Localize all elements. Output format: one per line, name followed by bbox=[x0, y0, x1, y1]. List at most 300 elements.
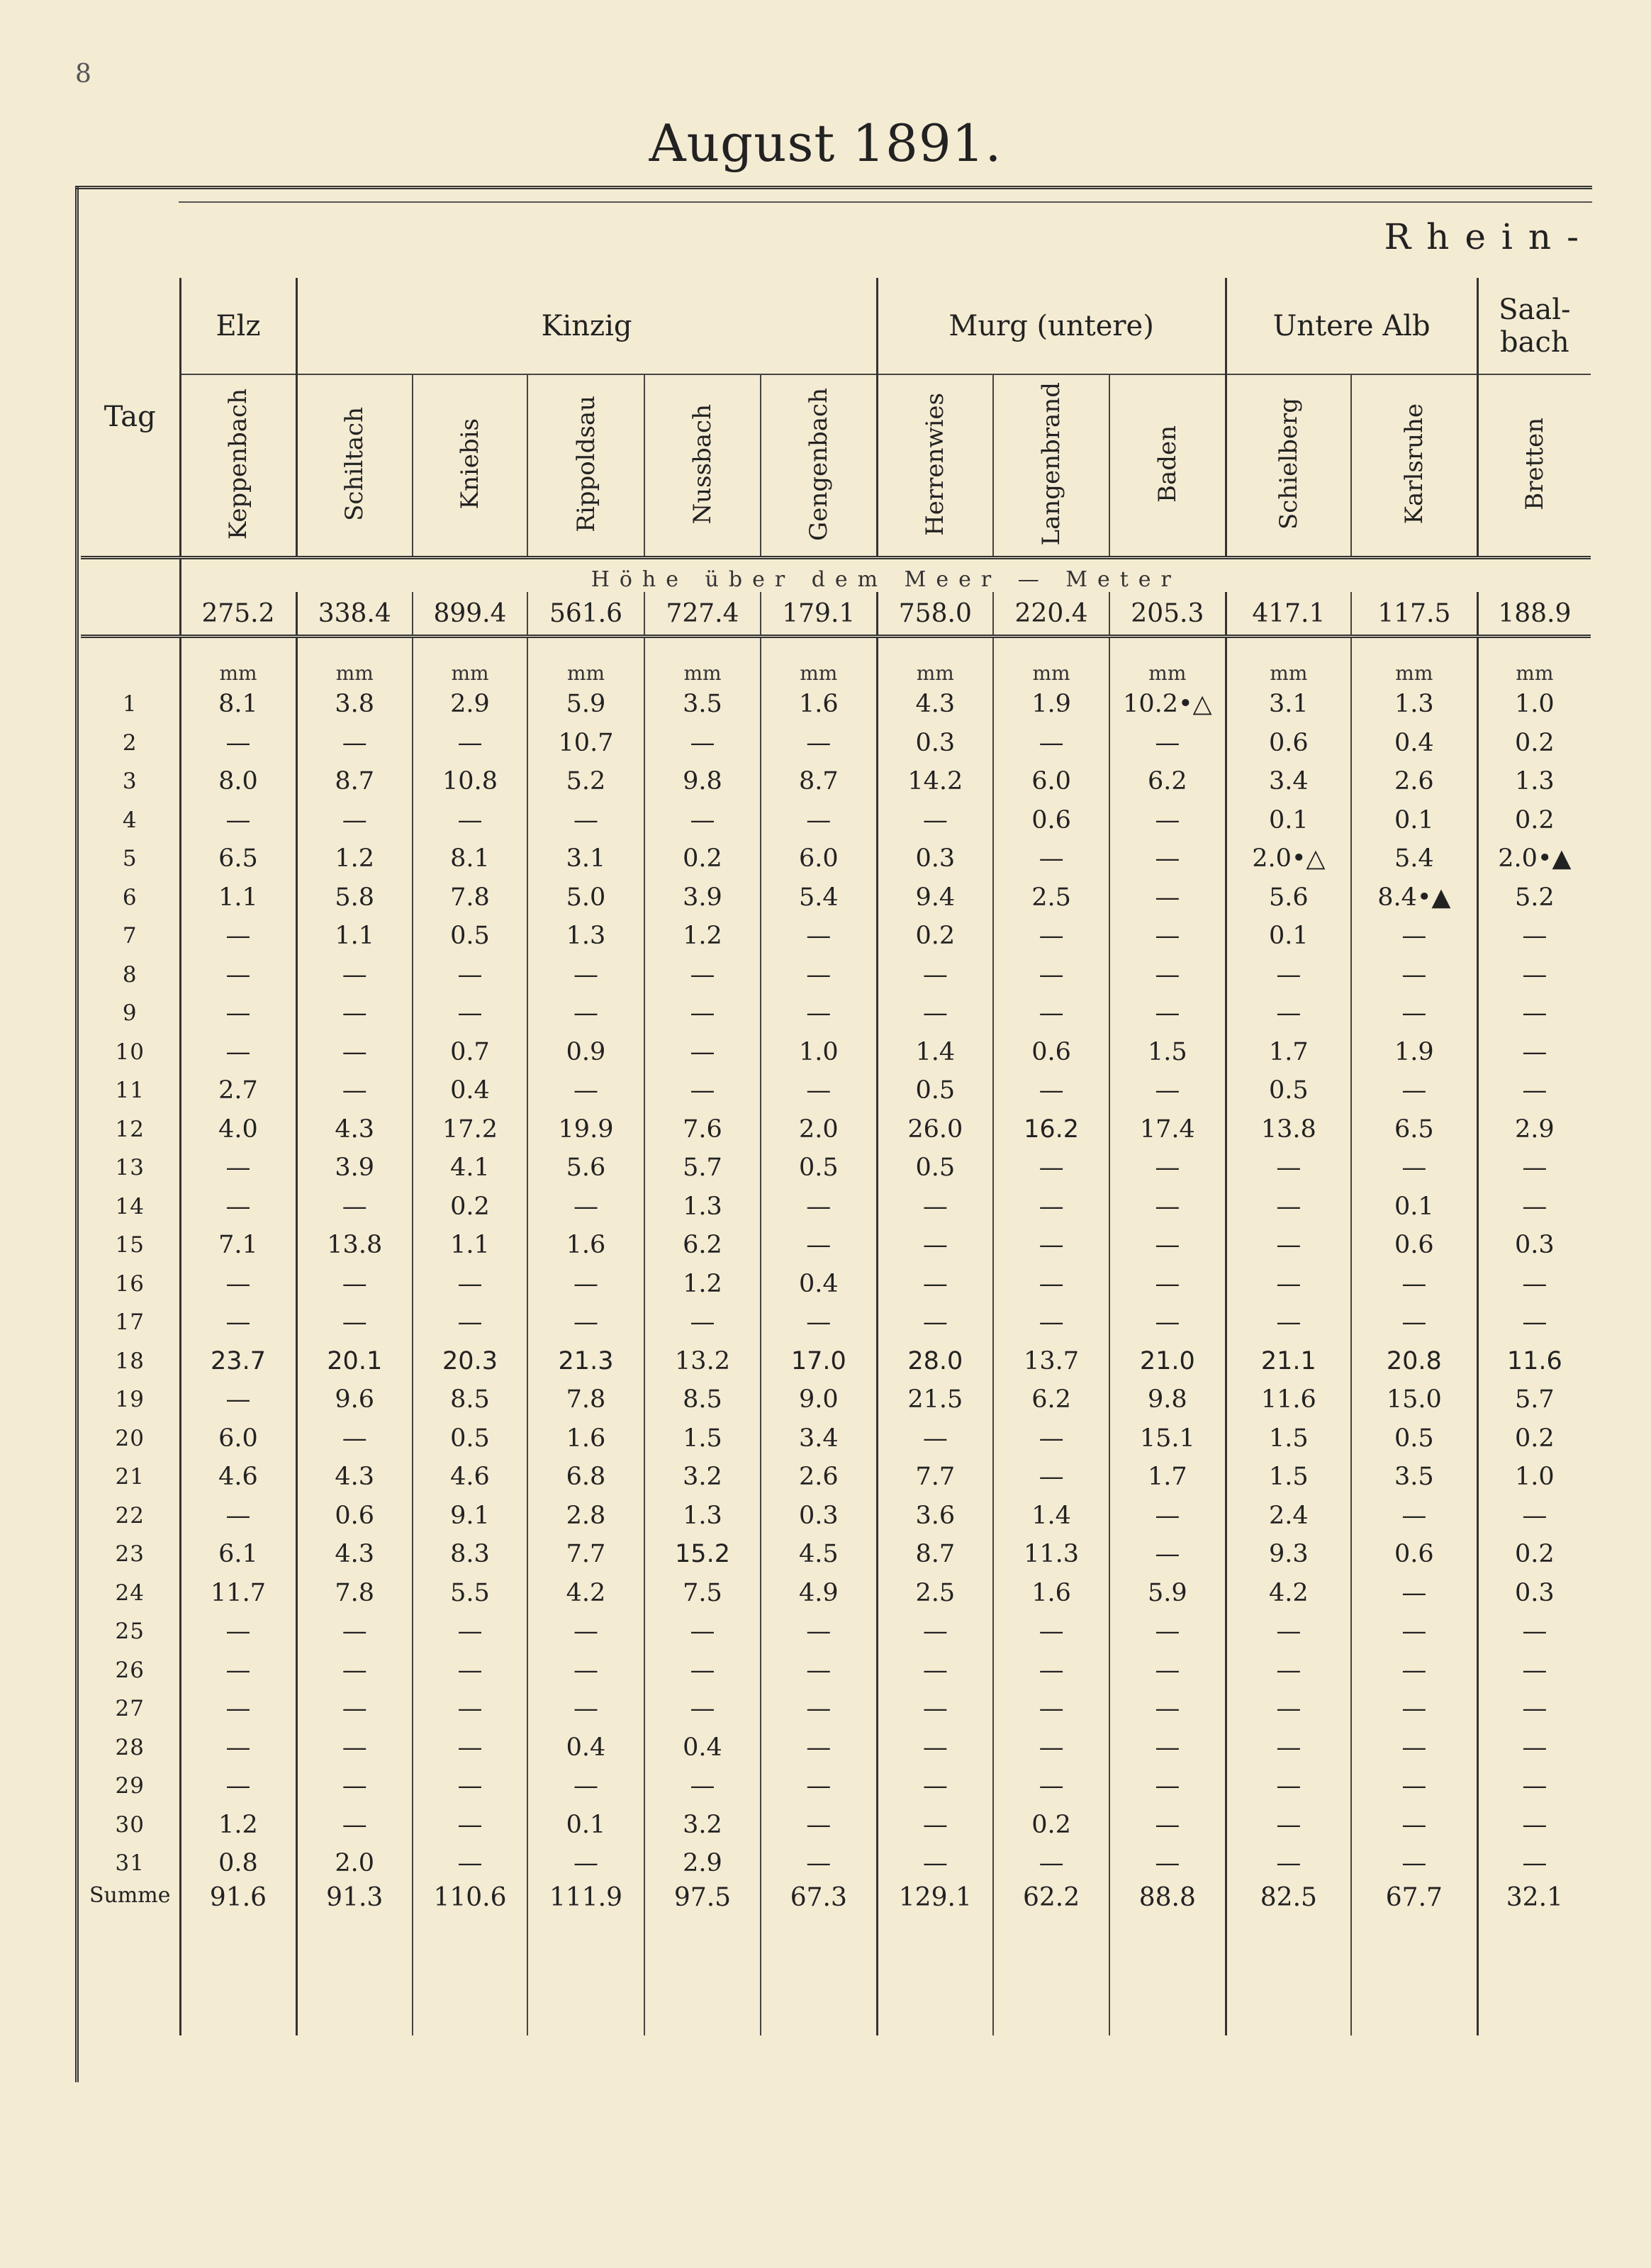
summe-value: 88.8 bbox=[1109, 1883, 1226, 1933]
unit-label: mm bbox=[1477, 637, 1591, 686]
table-row bbox=[81, 1380, 1591, 1419]
table-row bbox=[81, 801, 1591, 840]
table-cell: — bbox=[993, 1689, 1109, 1728]
table-cell: 8.0 bbox=[180, 762, 296, 801]
table-cell: — bbox=[1477, 956, 1591, 995]
unit-label: mm bbox=[413, 637, 527, 686]
table-cell: — bbox=[993, 1071, 1109, 1110]
day-number: 20 bbox=[115, 1425, 145, 1451]
altitude-row bbox=[81, 592, 1591, 637]
table-cell: 4.3 bbox=[296, 1110, 413, 1149]
table-cell: 5.2 bbox=[1477, 878, 1591, 917]
unit-label: mm bbox=[180, 637, 296, 686]
river-header: Kinzig bbox=[296, 278, 877, 374]
table-cell: — bbox=[180, 1265, 296, 1304]
station-header: Rippoldsau bbox=[527, 374, 644, 558]
table-cell: — bbox=[527, 1767, 644, 1806]
table-cell: — bbox=[180, 1612, 296, 1651]
table-cell: — bbox=[1351, 1265, 1477, 1304]
table-cell: 2.0 bbox=[761, 1110, 877, 1149]
table-cell: — bbox=[296, 724, 413, 763]
table-cell: 2.7 bbox=[180, 1071, 296, 1110]
table-cell: — bbox=[1226, 1767, 1351, 1806]
day-number: 15 bbox=[115, 1232, 145, 1258]
table-cell: 0.5 bbox=[877, 1149, 993, 1188]
table-cell: — bbox=[180, 956, 296, 995]
station-header-row bbox=[81, 374, 1591, 558]
table-cell: 1.1 bbox=[180, 878, 296, 917]
day-number: 26 bbox=[115, 1657, 145, 1683]
table-cell: 5.4 bbox=[1351, 839, 1477, 878]
empty-cell bbox=[877, 1933, 993, 2035]
table-cell: — bbox=[1109, 994, 1226, 1033]
unit-label: mm bbox=[1226, 637, 1351, 686]
table-cell: 0.2 bbox=[1477, 1535, 1591, 1574]
unit-label: mm bbox=[527, 637, 644, 686]
table-cell: — bbox=[877, 1728, 993, 1767]
river-header: Murg (untere) bbox=[877, 278, 1226, 374]
empty-cell bbox=[296, 1933, 413, 2035]
empty-cell bbox=[413, 1933, 527, 2035]
table-cell: 10.8 bbox=[413, 762, 527, 801]
table-cell: 3.1 bbox=[527, 839, 644, 878]
table-cell: — bbox=[877, 1419, 993, 1458]
table-cell: — bbox=[1109, 1689, 1226, 1728]
table-row bbox=[81, 1767, 1591, 1806]
table-cell: 1.2 bbox=[644, 917, 761, 956]
table-cell: — bbox=[527, 801, 644, 840]
table-cell: 0.6 bbox=[993, 801, 1109, 840]
table-cell: — bbox=[1477, 1806, 1591, 1845]
station-header: Kniebis bbox=[413, 374, 527, 558]
table-cell: — bbox=[296, 801, 413, 840]
altitude-value: 417.1 bbox=[1226, 592, 1351, 637]
table-row bbox=[81, 724, 1591, 763]
table-cell: 1.5 bbox=[644, 1419, 761, 1458]
table-cell: — bbox=[527, 1071, 644, 1110]
altitude-value: 899.4 bbox=[413, 592, 527, 637]
table-cell: — bbox=[993, 839, 1109, 878]
table-cell: — bbox=[1109, 1149, 1226, 1188]
empty-cell bbox=[1351, 1933, 1477, 2035]
table-cell: 8.5 bbox=[413, 1380, 527, 1419]
station-header: Schielberg bbox=[1226, 374, 1351, 558]
day-number: 9 bbox=[122, 1000, 138, 1027]
table-cell: — bbox=[877, 994, 993, 1033]
table-cell: 1.6 bbox=[761, 685, 877, 724]
station-header: Bretten bbox=[1477, 374, 1591, 558]
table-row bbox=[81, 1110, 1591, 1149]
region-heading: Rhein- bbox=[1384, 216, 1594, 257]
river-header: Saal-bach bbox=[1477, 278, 1591, 374]
page-title: August 1891. bbox=[649, 113, 1002, 173]
table-cell: 4.1 bbox=[413, 1149, 527, 1188]
unit-row bbox=[81, 637, 1591, 686]
table-cell: — bbox=[877, 1188, 993, 1227]
table-cell: — bbox=[413, 1265, 527, 1304]
table-cell: — bbox=[877, 956, 993, 995]
table-cell: — bbox=[1477, 1303, 1591, 1342]
summe-value: 67.3 bbox=[761, 1883, 877, 1933]
table-cell: 6.5 bbox=[180, 839, 296, 878]
table-cell: — bbox=[296, 1767, 413, 1806]
table-cell: — bbox=[1109, 1806, 1226, 1845]
table-cell: — bbox=[993, 1651, 1109, 1690]
table-cell: 1.5 bbox=[1109, 1033, 1226, 1072]
table-cell: 15.0 bbox=[1351, 1380, 1477, 1419]
day-number: 13 bbox=[115, 1155, 145, 1181]
table-cell: 8.1 bbox=[413, 839, 527, 878]
table-cell: — bbox=[1109, 839, 1226, 878]
table-cell: 23.7 bbox=[180, 1342, 296, 1381]
table-cell: — bbox=[413, 1767, 527, 1806]
empty-cell bbox=[81, 592, 180, 637]
table-cell: — bbox=[296, 1265, 413, 1304]
table-cell: 13.2 bbox=[644, 1342, 761, 1381]
table-cell: 5.6 bbox=[527, 1149, 644, 1188]
table-cell: — bbox=[527, 1612, 644, 1651]
table-cell: — bbox=[1226, 1188, 1351, 1227]
table-cell: — bbox=[1477, 1265, 1591, 1304]
table-cell: 10.7 bbox=[527, 724, 644, 763]
table-cell: — bbox=[877, 1303, 993, 1342]
table-cell: — bbox=[527, 1844, 644, 1883]
table-cell: 4.9 bbox=[761, 1574, 877, 1613]
table-cell: — bbox=[296, 1303, 413, 1342]
day-number: 30 bbox=[115, 1811, 145, 1838]
table-cell: 1.7 bbox=[1109, 1458, 1226, 1497]
table-cell: 20.3 bbox=[413, 1342, 527, 1381]
table-cell: — bbox=[413, 994, 527, 1033]
table-cell: 5.7 bbox=[644, 1149, 761, 1188]
table-cell: — bbox=[296, 994, 413, 1033]
table-cell: 7.1 bbox=[180, 1226, 296, 1265]
table-cell: — bbox=[877, 1806, 993, 1845]
day-number: 29 bbox=[115, 1773, 145, 1799]
table-cell: 1.2 bbox=[644, 1265, 761, 1304]
table-cell: 6.0 bbox=[761, 839, 877, 878]
table-cell: 0.2 bbox=[644, 839, 761, 878]
table-cell: — bbox=[993, 1149, 1109, 1188]
table-cell: 5.9 bbox=[1109, 1574, 1226, 1613]
table-cell: 0.4 bbox=[644, 1728, 761, 1767]
table-cell: — bbox=[1477, 1033, 1591, 1072]
table-cell: — bbox=[1109, 801, 1226, 840]
empty-cell bbox=[527, 1933, 644, 2035]
table-row bbox=[81, 1071, 1591, 1110]
table-row bbox=[81, 839, 1591, 878]
table-cell: 11.6 bbox=[1226, 1380, 1351, 1419]
table-cell: 0.5 bbox=[1351, 1419, 1477, 1458]
table-body bbox=[81, 558, 1591, 2035]
table-cell: 5.0 bbox=[527, 878, 644, 917]
day-number: 11 bbox=[115, 1078, 145, 1104]
altitude-label: Höhe über dem Meer — Meter bbox=[180, 558, 1591, 593]
table-cell: — bbox=[1109, 1612, 1226, 1651]
table-cell: — bbox=[1226, 994, 1351, 1033]
table-cell: 1.2 bbox=[296, 839, 413, 878]
table-cell: 0.3 bbox=[877, 839, 993, 878]
table-cell: 0.6 bbox=[1351, 1535, 1477, 1574]
table-cell: — bbox=[993, 1188, 1109, 1227]
table-cell: 1.1 bbox=[413, 1226, 527, 1265]
table-row bbox=[81, 1303, 1591, 1342]
table-cell: — bbox=[761, 1651, 877, 1690]
table-cell: 7.8 bbox=[413, 878, 527, 917]
unit-label: mm bbox=[296, 637, 413, 686]
table-cell: — bbox=[413, 1806, 527, 1845]
table-cell: — bbox=[1351, 1806, 1477, 1845]
table-cell: — bbox=[1226, 1806, 1351, 1845]
table-cell: 6.0 bbox=[993, 762, 1109, 801]
table-cell: 15.1 bbox=[1109, 1419, 1226, 1458]
table-cell: — bbox=[1226, 1651, 1351, 1690]
table-cell: 6.5 bbox=[1351, 1110, 1477, 1149]
table-cell: — bbox=[296, 1071, 413, 1110]
table-cell: — bbox=[1351, 1497, 1477, 1536]
table-cell: 0.1 bbox=[527, 1806, 644, 1845]
table-cell: 10.2•△ bbox=[1109, 685, 1226, 724]
table-cell: 0.3 bbox=[877, 724, 993, 763]
table-row bbox=[81, 1419, 1591, 1458]
table-cell: 4.2 bbox=[1226, 1574, 1351, 1613]
table-cell: 9.8 bbox=[1109, 1380, 1226, 1419]
table-cell: 7.8 bbox=[296, 1574, 413, 1613]
table-cell: 8.7 bbox=[761, 762, 877, 801]
table-row bbox=[81, 1226, 1591, 1265]
table-cell: — bbox=[1477, 1689, 1591, 1728]
table-cell: — bbox=[993, 724, 1109, 763]
table-cell: 3.1 bbox=[1226, 685, 1351, 724]
table-cell: 0.6 bbox=[296, 1497, 413, 1536]
table-cell: — bbox=[180, 1188, 296, 1227]
table-cell: — bbox=[1477, 1071, 1591, 1110]
table-cell: — bbox=[1109, 1651, 1226, 1690]
table-cell: 0.3 bbox=[1477, 1226, 1591, 1265]
table-cell: 11.6 bbox=[1477, 1342, 1591, 1381]
table-cell: 2.8 bbox=[527, 1497, 644, 1536]
table-cell: 0.4 bbox=[527, 1728, 644, 1767]
table-row bbox=[81, 1612, 1591, 1651]
table-cell: 1.9 bbox=[993, 685, 1109, 724]
table-cell: 21.1 bbox=[1226, 1342, 1351, 1381]
day-number: 22 bbox=[115, 1502, 145, 1529]
table-cell: 8.7 bbox=[296, 762, 413, 801]
table-cell: — bbox=[1109, 1265, 1226, 1304]
table-cell: 21.3 bbox=[527, 1342, 644, 1381]
table-cell: — bbox=[180, 994, 296, 1033]
table-cell: — bbox=[761, 1071, 877, 1110]
table-cell: — bbox=[180, 1651, 296, 1690]
river-header: Untere Alb bbox=[1226, 278, 1477, 374]
table-cell: 0.2 bbox=[413, 1188, 527, 1227]
summe-value: 97.5 bbox=[644, 1883, 761, 1933]
table-cell: — bbox=[1109, 1535, 1226, 1574]
table-cell: 2.6 bbox=[761, 1458, 877, 1497]
table-cell: 0.6 bbox=[1226, 724, 1351, 763]
unit-label: mm bbox=[644, 637, 761, 686]
summe-value: 67.7 bbox=[1351, 1883, 1477, 1933]
table-cell: — bbox=[1477, 1844, 1591, 1883]
table-row bbox=[81, 956, 1591, 995]
table-row bbox=[81, 994, 1591, 1033]
summe-value: 110.6 bbox=[413, 1883, 527, 1933]
table-cell: 4.3 bbox=[296, 1535, 413, 1574]
altitude-value: 188.9 bbox=[1477, 592, 1591, 637]
table-cell: — bbox=[644, 956, 761, 995]
table-cell: — bbox=[1477, 1188, 1591, 1227]
table-cell: — bbox=[1226, 956, 1351, 995]
day-number: 4 bbox=[122, 807, 138, 833]
table-row bbox=[81, 1497, 1591, 1536]
table-cell: — bbox=[993, 1844, 1109, 1883]
table-cell: 1.4 bbox=[993, 1497, 1109, 1536]
table-cell: 2.4 bbox=[1226, 1497, 1351, 1536]
table-cell: 0.8 bbox=[180, 1844, 296, 1883]
table-cell: 0.1 bbox=[1226, 917, 1351, 956]
table-cell: 11.3 bbox=[993, 1535, 1109, 1574]
table-cell: 3.4 bbox=[761, 1419, 877, 1458]
rainfall-table bbox=[81, 278, 1591, 2035]
table-cell: — bbox=[761, 1767, 877, 1806]
empty-cell bbox=[1109, 1933, 1226, 2035]
table-cell: 0.2 bbox=[993, 1806, 1109, 1845]
table-cell: 19.9 bbox=[527, 1110, 644, 1149]
table-cell: — bbox=[761, 801, 877, 840]
empty-cell bbox=[81, 637, 180, 686]
table-row bbox=[81, 1689, 1591, 1728]
table-cell: — bbox=[1226, 1844, 1351, 1883]
table-cell: 1.7 bbox=[1226, 1033, 1351, 1072]
day-number: 16 bbox=[115, 1270, 145, 1297]
table-cell: 1.6 bbox=[527, 1226, 644, 1265]
table-cell: 1.4 bbox=[877, 1033, 993, 1072]
table-cell: — bbox=[1477, 994, 1591, 1033]
table-cell: 3.9 bbox=[644, 878, 761, 917]
table-cell: — bbox=[993, 1419, 1109, 1458]
table-cell: 1.6 bbox=[527, 1419, 644, 1458]
empty-cell bbox=[1226, 1933, 1351, 2035]
table-cell: — bbox=[1351, 1303, 1477, 1342]
station-header: Nussbach bbox=[644, 374, 761, 558]
day-number: 23 bbox=[115, 1541, 145, 1568]
day-number: 25 bbox=[115, 1619, 145, 1645]
altitude-value: 758.0 bbox=[877, 592, 993, 637]
table-cell: 0.7 bbox=[413, 1033, 527, 1072]
top-rule bbox=[75, 186, 1592, 189]
table-cell: — bbox=[761, 994, 877, 1033]
table-row bbox=[81, 685, 1591, 724]
table-cell: 17.0 bbox=[761, 1342, 877, 1381]
table-cell: — bbox=[413, 1689, 527, 1728]
day-number: 19 bbox=[115, 1387, 145, 1413]
table-cell: 17.2 bbox=[413, 1110, 527, 1149]
table-cell: — bbox=[1109, 956, 1226, 995]
table-cell: — bbox=[1477, 1651, 1591, 1690]
river-header-row bbox=[81, 278, 1591, 374]
table-cell: 0.3 bbox=[1477, 1574, 1591, 1613]
altitude-value: 220.4 bbox=[993, 592, 1109, 637]
table-cell: — bbox=[1351, 1612, 1477, 1651]
table-cell: 3.6 bbox=[877, 1497, 993, 1536]
table-cell: — bbox=[644, 1767, 761, 1806]
day-number: 27 bbox=[115, 1696, 145, 1722]
unit-label: mm bbox=[993, 637, 1109, 686]
altitude-value: 338.4 bbox=[296, 592, 413, 637]
empty-cell bbox=[180, 1933, 296, 2035]
table-cell: — bbox=[761, 1844, 877, 1883]
table-cell: — bbox=[761, 917, 877, 956]
table-cell: 0.6 bbox=[993, 1033, 1109, 1072]
table-cell: 0.2 bbox=[877, 917, 993, 956]
table-cell: 0.5 bbox=[413, 1419, 527, 1458]
table-cell: 1.5 bbox=[1226, 1458, 1351, 1497]
table-cell: — bbox=[1109, 1767, 1226, 1806]
table-cell: — bbox=[296, 1612, 413, 1651]
table-cell: 9.1 bbox=[413, 1497, 527, 1536]
unit-label: mm bbox=[877, 637, 993, 686]
table-cell: — bbox=[296, 1651, 413, 1690]
table-cell: — bbox=[1109, 1844, 1226, 1883]
table-cell: — bbox=[296, 1033, 413, 1072]
table-cell: 13.8 bbox=[296, 1226, 413, 1265]
table-cell: — bbox=[761, 1728, 877, 1767]
table-cell: — bbox=[413, 801, 527, 840]
sub-rule bbox=[179, 201, 1592, 203]
table-cell: 8.5 bbox=[644, 1380, 761, 1419]
table-cell: 5.6 bbox=[1226, 878, 1351, 917]
table-cell: — bbox=[1477, 1149, 1591, 1188]
table-cell: — bbox=[296, 1188, 413, 1227]
table-row bbox=[81, 1651, 1591, 1690]
table-cell: — bbox=[644, 1033, 761, 1072]
table-cell: — bbox=[644, 1071, 761, 1110]
table-cell: — bbox=[1477, 917, 1591, 956]
table-cell: 4.6 bbox=[413, 1458, 527, 1497]
table-cell: 4.6 bbox=[180, 1458, 296, 1497]
table-cell: — bbox=[761, 1226, 877, 1265]
station-header: Langenbrand bbox=[993, 374, 1109, 558]
empty-cell bbox=[761, 1933, 877, 2035]
table-cell: 1.3 bbox=[644, 1188, 761, 1227]
table-cell: — bbox=[1109, 917, 1226, 956]
summe-row bbox=[81, 1883, 1591, 1933]
table-cell: 14.2 bbox=[877, 762, 993, 801]
table-cell: 3.8 bbox=[296, 685, 413, 724]
table-row bbox=[81, 1342, 1591, 1381]
table-cell: — bbox=[413, 1303, 527, 1342]
table-cell: — bbox=[993, 917, 1109, 956]
table-cell: — bbox=[1477, 1612, 1591, 1651]
altitude-value: 561.6 bbox=[527, 592, 644, 637]
table-cell: — bbox=[180, 801, 296, 840]
station-header: Keppenbach bbox=[180, 374, 296, 558]
table-cell: — bbox=[1226, 1226, 1351, 1265]
table-cell: 5.7 bbox=[1477, 1380, 1591, 1419]
altitude-value: 275.2 bbox=[180, 592, 296, 637]
table-cell: 8.7 bbox=[877, 1535, 993, 1574]
table-cell: 20.1 bbox=[296, 1342, 413, 1381]
table-cell: 4.3 bbox=[296, 1458, 413, 1497]
table-cell: 8.1 bbox=[180, 685, 296, 724]
table-cell: 7.7 bbox=[877, 1458, 993, 1497]
table-cell: 0.5 bbox=[761, 1149, 877, 1188]
table-cell: — bbox=[1109, 878, 1226, 917]
table-cell: 2.5 bbox=[877, 1574, 993, 1613]
unit-label: mm bbox=[1351, 637, 1477, 686]
table-cell: 2.0 bbox=[296, 1844, 413, 1883]
table-cell: 0.1 bbox=[1351, 1188, 1477, 1227]
